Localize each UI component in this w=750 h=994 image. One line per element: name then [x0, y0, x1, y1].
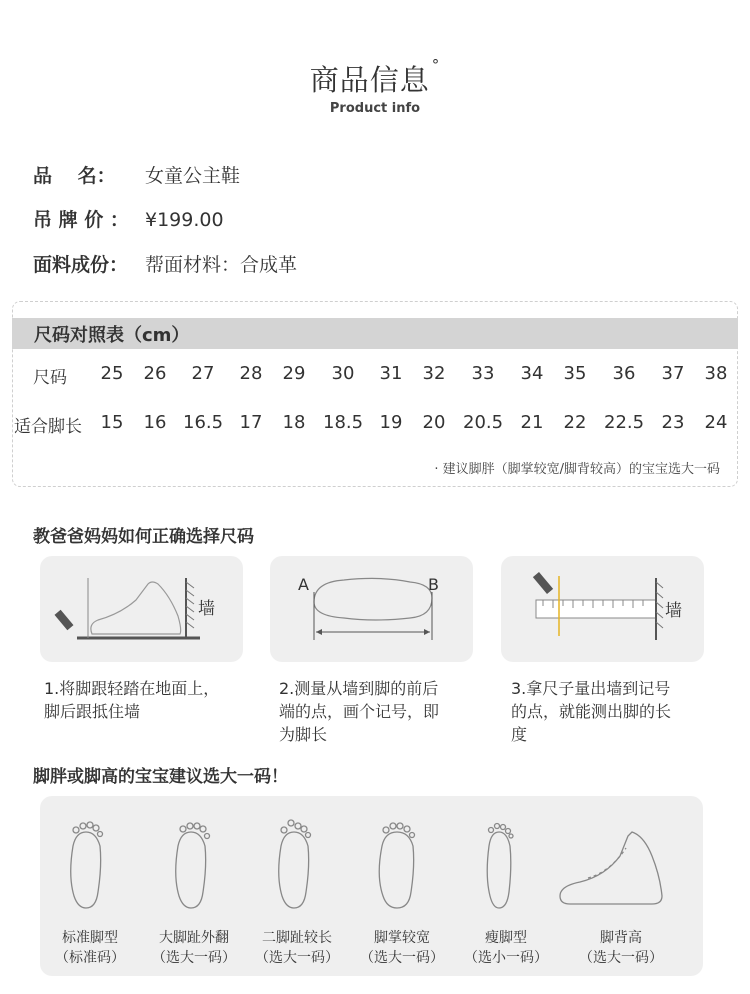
size-cell: 35 [563, 363, 587, 384]
info-row-name [33, 161, 240, 188]
foot-type-advice: （选大一码） [255, 950, 339, 966]
foot-type-advice: （选大一码） [152, 950, 236, 966]
foot-type-name: 脚背高 [600, 930, 642, 946]
info-value: ¥199.00 [145, 209, 224, 231]
length-cell: 24 [704, 412, 728, 433]
step1-card [40, 556, 243, 662]
foot-type-item [451, 928, 561, 968]
foot-type-name: 二脚趾较长 [262, 930, 332, 946]
step2-text: 2.测量从墙到脚的前后 端的点，画个记号，即 为脚长 [279, 679, 440, 744]
size-cell: 38 [704, 363, 728, 384]
foot-type-name: 标准脚型 [62, 930, 118, 946]
info-value: 帮面材料：合成革 [145, 254, 298, 276]
page-title: 商品信息 ° [309, 56, 441, 97]
size-cell: 37 [661, 363, 685, 384]
foot-type-advice: （标准码） [55, 950, 125, 966]
length-cell: 23 [661, 412, 685, 433]
page-subtitle: Product info [329, 101, 421, 116]
step3-text: 3.拿尺子量出墙到记号 的点，就能测出脚的长 度 [511, 679, 672, 744]
size-cell: 36 [612, 363, 636, 384]
foot-type-advice: （选大一码） [360, 950, 444, 966]
length-cell: 15 [100, 412, 124, 433]
foot-length-illustration [270, 556, 473, 662]
size-cell: 26 [143, 363, 167, 384]
info-row-material [33, 250, 297, 277]
size-cell: 33 [471, 363, 495, 384]
length-cell: 17 [239, 412, 263, 433]
foot-type-name: 脚掌较宽 [374, 930, 430, 946]
info-row-price [33, 205, 224, 232]
foot-type-item [139, 928, 249, 968]
foot-type-item [35, 928, 145, 968]
ruler-illustration [501, 556, 704, 662]
foot-type-item [566, 928, 676, 968]
foot-type-item [242, 928, 352, 968]
length-cell: 16.5 [183, 412, 224, 433]
info-value: 女童公主鞋 [145, 165, 241, 187]
length-row-label: 适合脚长 [14, 417, 82, 437]
length-cell: 16 [143, 412, 167, 433]
point-a-label: A [298, 575, 309, 594]
length-cell: 18 [282, 412, 306, 433]
heel-wall-illustration [40, 556, 243, 662]
size-cell: 32 [422, 363, 446, 384]
size-table-title: 尺码对照表（cm） [34, 325, 190, 346]
foot-type-name: 大脚趾外翻 [159, 930, 229, 946]
step2-card [270, 556, 473, 662]
info-label: 面料成份： [33, 254, 129, 276]
foot-type-item [347, 928, 457, 968]
length-cell: 21 [520, 412, 544, 433]
wall-label: 墙 [665, 601, 682, 621]
size-note: · 建议脚胖（脚掌较宽/脚背较高）的宝宝选大一码 [434, 462, 720, 477]
size-cell: 28 [239, 363, 263, 384]
size-cell: 25 [100, 363, 124, 384]
step3-card [501, 556, 704, 662]
point-b-label: B [428, 575, 439, 594]
length-cell: 20.5 [463, 412, 504, 433]
size-cell: 34 [520, 363, 544, 384]
length-cell: 18.5 [323, 412, 364, 433]
size-row-label: 尺码 [33, 368, 67, 388]
foot-type-advice: （选小一码） [464, 950, 548, 966]
wall-label: 墙 [198, 599, 215, 619]
size-cell: 31 [379, 363, 403, 384]
degree-mark: ° [431, 56, 441, 74]
step1-text: 1.将脚跟轻踏在地面上， 脚后跟抵住墙 [44, 679, 220, 721]
foot-types-title: 脚胖或脚高的宝宝建议选大一码！ [33, 767, 288, 787]
info-label: 吊 牌 价 ： [33, 209, 129, 231]
length-cell: 19 [379, 412, 403, 433]
foot-type-name: 瘦脚型 [485, 930, 527, 946]
howto-title: 教爸爸妈妈如何正确选择尺码 [33, 527, 254, 547]
size-cell: 27 [191, 363, 215, 384]
size-table-header [12, 318, 738, 349]
info-label: 品 名： [33, 165, 116, 187]
length-cell: 20 [422, 412, 446, 433]
length-cell: 22.5 [604, 412, 645, 433]
length-cell: 22 [563, 412, 587, 433]
foot-type-advice: （选大一码） [579, 950, 663, 966]
size-cell: 29 [282, 363, 306, 384]
size-cell: 30 [331, 363, 355, 384]
